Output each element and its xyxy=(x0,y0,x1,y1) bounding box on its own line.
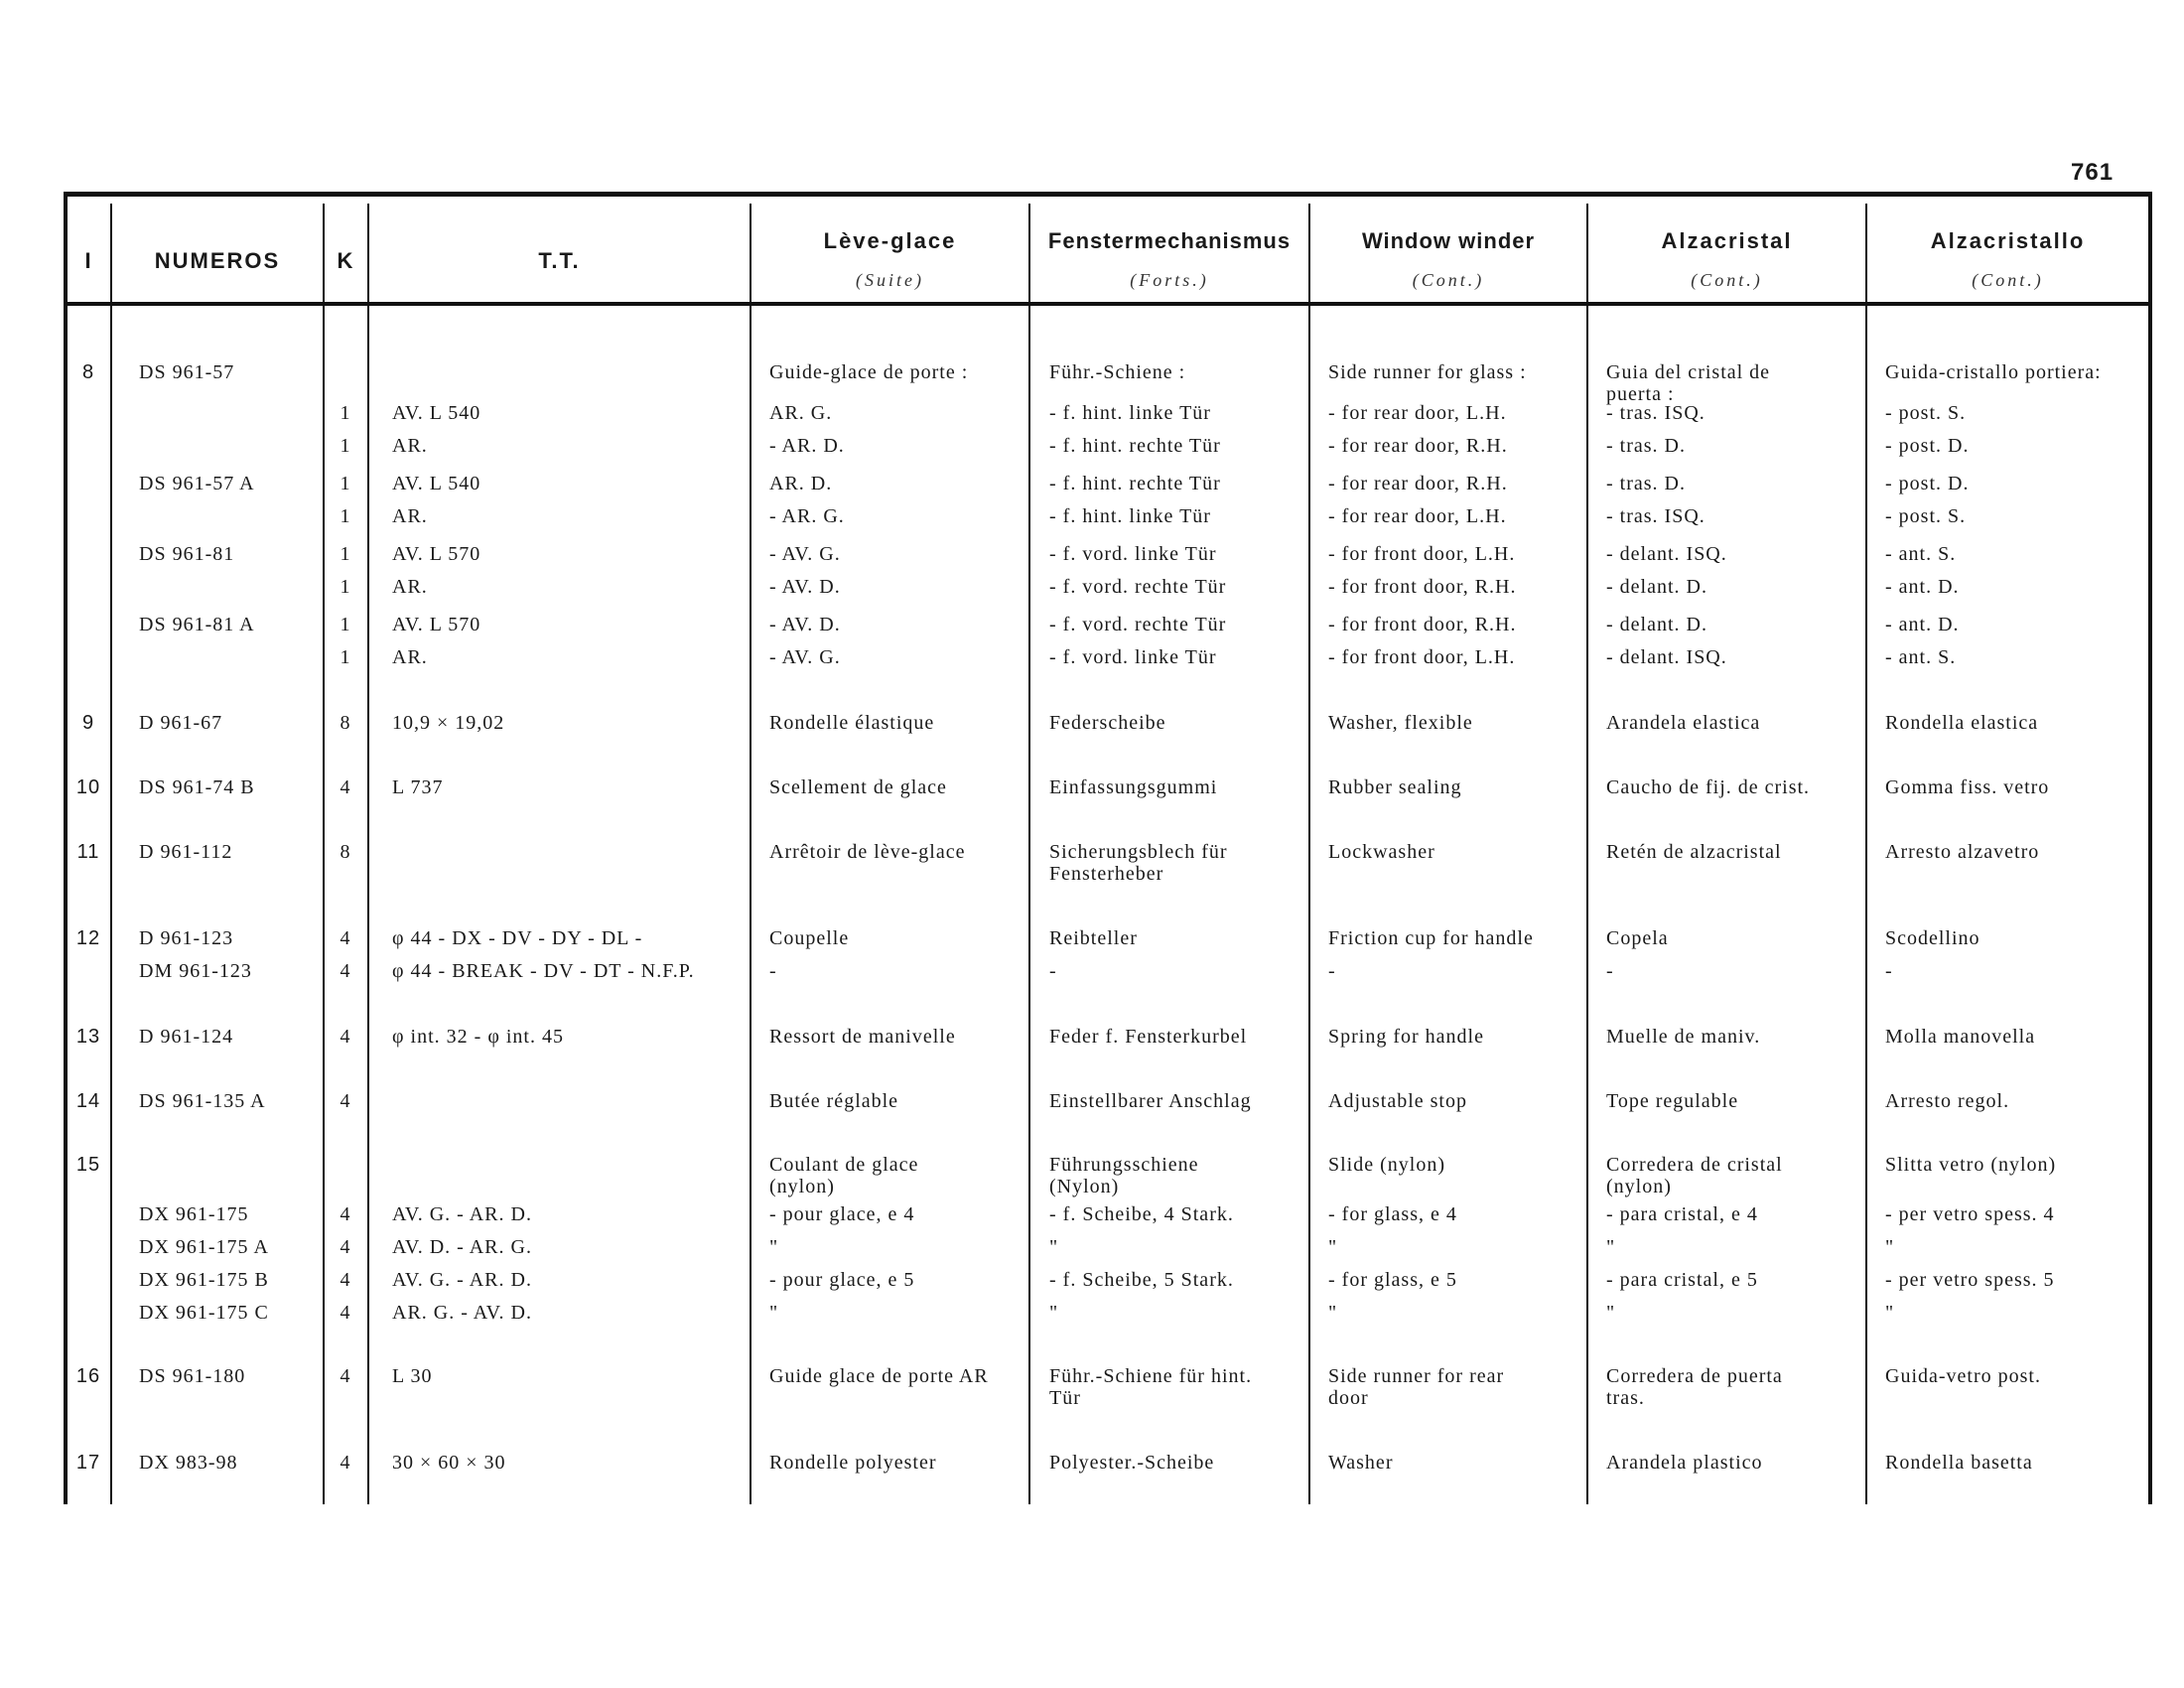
cell-tt: AV. L 540 xyxy=(392,473,481,494)
cell-it: Guida-cristallo portiera: xyxy=(1885,361,2102,383)
cell-tt: L 737 xyxy=(392,776,444,798)
cell-it: Rondella basetta xyxy=(1885,1452,2033,1474)
cell-tt: AR. xyxy=(392,505,428,527)
cell-de: " xyxy=(1049,1302,1059,1324)
cell-en: - for rear door, L.H. xyxy=(1328,505,1507,527)
cell-es: Caucho de fij. de crist. xyxy=(1606,776,1811,798)
cell-k: 1 xyxy=(340,646,351,668)
cell-es: - delant. D. xyxy=(1606,614,1707,635)
cell-es: - tras. ISQ. xyxy=(1606,505,1706,527)
cell-fr: Rondelle polyester xyxy=(769,1452,937,1474)
cell-en: - for glass, e 5 xyxy=(1328,1269,1457,1291)
cell-en: Lockwasher xyxy=(1328,841,1435,863)
cell-de: - f. vord. rechte Tür xyxy=(1049,576,1227,598)
cell-it: Rondella elastica xyxy=(1885,712,2039,734)
cell-k: 4 xyxy=(340,1365,351,1387)
cell-de: Reibteller xyxy=(1049,927,1138,949)
cell-en: - for front door, L.H. xyxy=(1328,543,1516,565)
cell-it: Arresto regol. xyxy=(1885,1090,2010,1112)
cell-es: Corredera de puerta tras. xyxy=(1606,1365,1783,1409)
cell-it: Molla manovella xyxy=(1885,1026,2036,1048)
cell-num: DX 961-175 A xyxy=(139,1236,269,1258)
cell-fr: Arrêtoir de lève-glace xyxy=(769,841,966,863)
cell-tt: φ 44 - DX - DV - DY - DL - xyxy=(392,927,643,949)
table-left-border xyxy=(64,192,68,1504)
cell-fr: - xyxy=(769,960,777,982)
header-es-sub: (Cont.) xyxy=(1691,270,1763,290)
cell-tt: φ 44 - BREAK - DV - DT - N.F.P. xyxy=(392,960,695,982)
cell-es: Guia del cristal de puerta : xyxy=(1606,361,1771,405)
cell-fr: - AR. G. xyxy=(769,505,845,527)
col-divider xyxy=(750,204,751,1504)
cell-num: DS 961-57 xyxy=(139,361,235,383)
cell-tt: AV. G. - AR. D. xyxy=(392,1269,532,1291)
cell-it: - ant. S. xyxy=(1885,646,1957,668)
cell-en: - for rear door, R.H. xyxy=(1328,435,1508,457)
cell-es: Copela xyxy=(1606,927,1669,949)
cell-k: 4 xyxy=(340,1236,351,1258)
cell-k: 4 xyxy=(340,1269,351,1291)
cell-num: DS 961-180 xyxy=(139,1365,246,1387)
cell-de: - f. vord. linke Tür xyxy=(1049,646,1217,668)
cell-fr: - AR. D. xyxy=(769,435,845,457)
cell-en: Washer, flexible xyxy=(1328,712,1473,734)
cell-de: Führungsschiene (Nylon) xyxy=(1049,1154,1199,1197)
cell-num: D 961-67 xyxy=(139,712,223,734)
cell-es: - tras. D. xyxy=(1606,435,1686,457)
cell-k: 8 xyxy=(340,841,351,863)
cell-tt: φ int. 32 - φ int. 45 xyxy=(392,1026,564,1048)
cell-tt: 30 × 60 × 30 xyxy=(392,1452,506,1474)
cell-i: 11 xyxy=(76,841,100,863)
cell-k: 4 xyxy=(340,1302,351,1324)
cell-de: Einstellbarer Anschlag xyxy=(1049,1090,1252,1112)
cell-k: 8 xyxy=(340,712,351,734)
cell-de: - f. Scheibe, 5 Stark. xyxy=(1049,1269,1234,1291)
cell-en: - for front door, R.H. xyxy=(1328,576,1517,598)
cell-k: 1 xyxy=(340,435,351,457)
cell-num: D 961-112 xyxy=(139,841,233,863)
cell-tt: AV. L 570 xyxy=(392,543,481,565)
cell-fr: - pour glace, e 5 xyxy=(769,1269,915,1291)
cell-fr: Guide-glace de porte : xyxy=(769,361,969,383)
cell-tt: AR. G. - AV. D. xyxy=(392,1302,532,1324)
cell-k: 1 xyxy=(340,576,351,598)
cell-k: 4 xyxy=(340,1090,351,1112)
cell-de: " xyxy=(1049,1236,1059,1258)
cell-it: - per vetro spess. 4 xyxy=(1885,1203,2055,1225)
cell-i: 17 xyxy=(75,1452,101,1474)
cell-en: - for front door, R.H. xyxy=(1328,614,1517,635)
cell-tt: AR. xyxy=(392,576,428,598)
cell-num: DX 983-98 xyxy=(139,1452,238,1474)
cell-it: Slitta vetro (nylon) xyxy=(1885,1154,2057,1176)
cell-es: " xyxy=(1606,1302,1616,1324)
cell-fr: - AV. G. xyxy=(769,543,841,565)
col-divider xyxy=(367,204,369,1504)
cell-en: - xyxy=(1328,960,1336,982)
cell-en: Side runner for glass : xyxy=(1328,361,1527,383)
cell-en: Side runner for rear door xyxy=(1328,1365,1505,1409)
cell-it: Scodellino xyxy=(1885,927,1980,949)
cell-de: - f. Scheibe, 4 Stark. xyxy=(1049,1203,1234,1225)
cell-num: DX 961-175 C xyxy=(139,1302,269,1324)
cell-i: 12 xyxy=(75,927,101,949)
cell-it: - ant. D. xyxy=(1885,614,1960,635)
col-divider xyxy=(110,204,112,1504)
cell-k: 1 xyxy=(340,543,351,565)
cell-fr: AR. D. xyxy=(769,473,833,494)
cell-it: Arresto alzavetro xyxy=(1885,841,2040,863)
cell-en: Friction cup for handle xyxy=(1328,927,1534,949)
cell-fr: - pour glace, e 4 xyxy=(769,1203,915,1225)
cell-de: Führ.-Schiene : xyxy=(1049,361,1186,383)
cell-fr: Rondelle élastique xyxy=(769,712,935,734)
cell-es: Retén de alzacristal xyxy=(1606,841,1782,863)
cell-k: 4 xyxy=(340,927,351,949)
header-en-sub: (Cont.) xyxy=(1412,270,1485,290)
cell-de: - f. hint. rechte Tür xyxy=(1049,435,1221,457)
header-fr-title: Lève-glace xyxy=(823,228,957,253)
cell-fr: Coupelle xyxy=(769,927,850,949)
cell-num: DS 961-81 xyxy=(139,543,235,565)
header-de-sub: (Forts.) xyxy=(1130,270,1209,290)
cell-it: - ant. D. xyxy=(1885,576,1960,598)
cell-it: - xyxy=(1885,960,1893,982)
cell-tt: AV. L 540 xyxy=(392,402,481,424)
cell-es: Muelle de maniv. xyxy=(1606,1026,1761,1048)
cell-it: - per vetro spess. 5 xyxy=(1885,1269,2055,1291)
cell-tt: AV. D. - AR. G. xyxy=(392,1236,532,1258)
col-divider xyxy=(1586,204,1588,1504)
cell-en: - for front door, L.H. xyxy=(1328,646,1516,668)
cell-i: 14 xyxy=(75,1090,101,1112)
cell-fr: Ressort de manivelle xyxy=(769,1026,956,1048)
cell-fr: " xyxy=(769,1302,779,1324)
cell-es: - para cristal, e 4 xyxy=(1606,1203,1758,1225)
cell-it: - post. D. xyxy=(1885,435,1970,457)
header-fr-sub: (Suite) xyxy=(856,270,924,290)
header-it-title: Alzacristallo xyxy=(1930,228,2086,253)
cell-i: 9 xyxy=(81,712,95,734)
cell-es: - para cristal, e 5 xyxy=(1606,1269,1758,1291)
cell-it: Gomma fiss. vetro xyxy=(1885,776,2050,798)
header-k: K xyxy=(337,248,355,273)
cell-es: - delant. ISQ. xyxy=(1606,543,1727,565)
cell-en: " xyxy=(1328,1302,1338,1324)
cell-fr: " xyxy=(769,1236,779,1258)
cell-es: Corredera de cristal (nylon) xyxy=(1606,1154,1783,1197)
cell-de: Einfassungsgummi xyxy=(1049,776,1218,798)
cell-it: - post. S. xyxy=(1885,505,1967,527)
cell-fr: Guide glace de porte AR xyxy=(769,1365,989,1387)
cell-de: - f. hint. linke Tür xyxy=(1049,402,1211,424)
col-divider xyxy=(1865,204,1867,1504)
cell-en: Rubber sealing xyxy=(1328,776,1462,798)
cell-tt: 10,9 × 19,02 xyxy=(392,712,505,734)
col-divider xyxy=(323,204,325,1504)
cell-k: 4 xyxy=(340,776,351,798)
cell-num: DS 961-74 B xyxy=(139,776,255,798)
cell-es: Arandela elastica xyxy=(1606,712,1761,734)
cell-tt: AR. xyxy=(392,646,428,668)
cell-en: Slide (nylon) xyxy=(1328,1154,1445,1176)
cell-de: Sicherungsblech für Fensterheber xyxy=(1049,841,1228,885)
cell-tt: AV. L 570 xyxy=(392,614,481,635)
table-right-border xyxy=(2148,192,2152,1504)
cell-de: Federscheibe xyxy=(1049,712,1166,734)
header-it-sub: (Cont.) xyxy=(1972,270,2044,290)
cell-es: Tope regulable xyxy=(1606,1090,1739,1112)
cell-es: Arandela plastico xyxy=(1606,1452,1763,1474)
cell-it: " xyxy=(1885,1236,1895,1258)
cell-de: - f. hint. linke Tür xyxy=(1049,505,1211,527)
cell-num: DS 961-81 A xyxy=(139,614,255,635)
cell-it: - post. S. xyxy=(1885,402,1967,424)
cell-fr: Butée réglable xyxy=(769,1090,899,1112)
cell-fr: Coulant de glace (nylon) xyxy=(769,1154,919,1197)
cell-en: - for glass, e 4 xyxy=(1328,1203,1457,1225)
cell-en: Spring for handle xyxy=(1328,1026,1484,1048)
cell-de: - xyxy=(1049,960,1057,982)
cell-fr: AR. G. xyxy=(769,402,833,424)
cell-en: Washer xyxy=(1328,1452,1394,1474)
cell-de: Führ.-Schiene für hint. Tür xyxy=(1049,1365,1253,1409)
cell-k: 4 xyxy=(340,1452,351,1474)
cell-de: Feder f. Fensterkurbel xyxy=(1049,1026,1248,1048)
cell-en: Adjustable stop xyxy=(1328,1090,1467,1112)
cell-i: 16 xyxy=(75,1365,101,1387)
col-divider xyxy=(1308,204,1310,1504)
cell-en: - for rear door, L.H. xyxy=(1328,402,1507,424)
cell-es: - delant. D. xyxy=(1606,576,1707,598)
cell-k: 4 xyxy=(340,960,351,982)
cell-k: 1 xyxy=(340,473,351,494)
header-de-title: Fenstermechanismus xyxy=(1047,228,1292,253)
header-i: I xyxy=(84,248,93,273)
cell-k: 4 xyxy=(340,1203,351,1225)
cell-num: DS 961-135 A xyxy=(139,1090,266,1112)
cell-de: - f. vord. linke Tür xyxy=(1049,543,1217,565)
cell-fr: - AV. D. xyxy=(769,576,841,598)
cell-i: 15 xyxy=(75,1154,101,1176)
cell-tt: L 30 xyxy=(392,1365,433,1387)
cell-es: - delant. ISQ. xyxy=(1606,646,1727,668)
cell-i: 10 xyxy=(75,776,101,798)
cell-es: - xyxy=(1606,960,1614,982)
cell-de: Polyester.-Scheibe xyxy=(1049,1452,1215,1474)
cell-it: Guida-vetro post. xyxy=(1885,1365,2041,1387)
header-bottom-rule xyxy=(65,302,2152,306)
header-numeros: NUMEROS xyxy=(154,248,281,273)
cell-fr: Scellement de glace xyxy=(769,776,947,798)
cell-it: - post. D. xyxy=(1885,473,1970,494)
cell-num: DX 961-175 xyxy=(139,1203,249,1225)
cell-k: 1 xyxy=(340,614,351,635)
cell-k: 1 xyxy=(340,505,351,527)
col-divider xyxy=(1028,204,1030,1504)
cell-fr: - AV. D. xyxy=(769,614,841,635)
cell-en: " xyxy=(1328,1236,1338,1258)
table-top-border xyxy=(65,192,2152,197)
cell-num: D 961-123 xyxy=(139,927,234,949)
cell-fr: - AV. G. xyxy=(769,646,841,668)
cell-en: - for rear door, R.H. xyxy=(1328,473,1508,494)
cell-num: DX 961-175 B xyxy=(139,1269,269,1291)
cell-num: DM 961-123 xyxy=(139,960,252,982)
cell-k: 4 xyxy=(340,1026,351,1048)
cell-es: - tras. ISQ. xyxy=(1606,402,1706,424)
header-es-title: Alzacristal xyxy=(1661,228,1793,253)
header-en-title: Window winder xyxy=(1361,228,1536,253)
cell-it: - ant. S. xyxy=(1885,543,1957,565)
cell-de: - f. vord. rechte Tür xyxy=(1049,614,1227,635)
cell-tt: AV. G. - AR. D. xyxy=(392,1203,532,1225)
cell-es: " xyxy=(1606,1236,1616,1258)
cell-tt: AR. xyxy=(392,435,428,457)
page-number: 761 xyxy=(2071,159,2115,186)
cell-de: - f. hint. rechte Tür xyxy=(1049,473,1221,494)
cell-i: 13 xyxy=(75,1026,101,1048)
cell-num: D 961-124 xyxy=(139,1026,234,1048)
header-tt: T.T. xyxy=(538,248,581,273)
cell-num: DS 961-57 A xyxy=(139,473,255,494)
cell-i: 8 xyxy=(81,361,95,383)
cell-es: - tras. D. xyxy=(1606,473,1686,494)
cell-k: 1 xyxy=(340,402,351,424)
cell-it: " xyxy=(1885,1302,1895,1324)
